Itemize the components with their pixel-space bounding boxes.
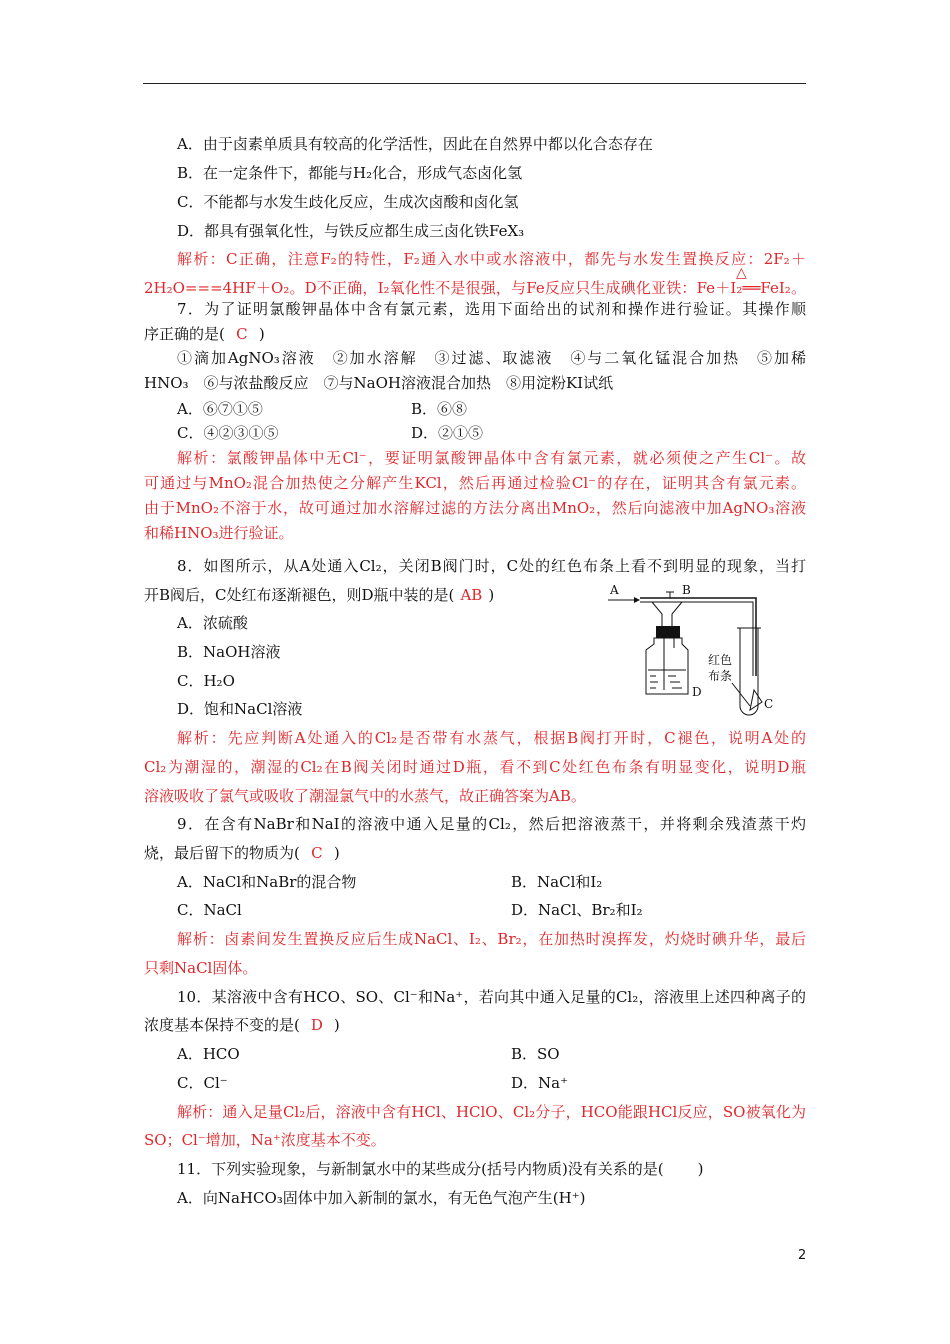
q10-option-d: D．Na⁺ [511, 1074, 569, 1092]
heat-symbol: △ [736, 265, 747, 281]
q6-option-c: C．不能都与水发生歧化反应，生成次卤酸和卤化氢 [177, 193, 519, 211]
q7-analysis-line: 由于MnO₂不溶于水，故可通过加水溶解过滤的方法分离出MnO₂，然后向滤液中加AgNO₃溶液 [144, 499, 806, 517]
q7-stem-close: ) [258, 325, 265, 343]
q10-option-a: A．HCO [177, 1045, 240, 1063]
header-rule [143, 83, 806, 84]
q6-analysis-line: 解析：C正确，注意F₂的特性，F₂通入水中或水溶液中，都先与水发生置换反应：2F₂＋ [177, 250, 806, 268]
q8-option-d: D．饱和NaCl溶液 [177, 700, 303, 718]
q8-stem-close: ) [488, 586, 495, 604]
q8-analysis-line: 溶液吸收了氯气或吸收了潮湿氯气中的水蒸气，故正确答案为AB。 [144, 787, 586, 805]
q9-stem-end [144, 843, 340, 863]
q8-analysis-line: 解析：先应判断A处通入的Cl₂是否带有水蒸气，根据B阀打开时，C褪色，说明A处的 [177, 729, 806, 747]
q10-stem-text: 浓度基本保持不变的是( [144, 1016, 300, 1034]
q10-option-b: B．SO [511, 1045, 560, 1063]
q11-stem-close: ) [697, 1160, 704, 1178]
q10-option-c: C．Cl⁻ [177, 1074, 228, 1092]
page-number: 2 [798, 1248, 807, 1263]
apparatus-diagram [604, 578, 789, 716]
label-c: C [764, 697, 774, 711]
q8-option-c: C．H₂O [177, 672, 235, 690]
q10-answer: D [310, 1016, 323, 1034]
q9-stem: 9．在含有NaBr和NaI的溶液中通入足量的Cl₂，然后把溶液蒸干，并将剩余残渣蒸干灼 [177, 815, 806, 833]
q7-option-a: A．⑥⑦①⑤ [177, 400, 263, 418]
q7-option-c: C．④②③①⑤ [177, 424, 279, 442]
q10-stem: 10．某溶液中含有HCO、SO、Cl⁻和Na⁺，若向其中通入足量的Cl₂，溶液里上述四种离子的 [177, 988, 806, 1006]
q9-stem-close: ) [333, 844, 340, 862]
q6-option-b: B．在一定条件下，都能与H₂化合，形成气态卤化氢 [177, 164, 523, 182]
q8-analysis-line: Cl₂为潮湿的，潮湿的Cl₂在B阀关闭时通过D瓶，看不到C处红色布条有明显变化，说明D瓶 [144, 758, 806, 776]
q9-option-a: A．NaCl和NaBr的混合物 [177, 873, 357, 891]
q7-answer: C [236, 325, 248, 343]
q6-option-a: A．由于卤素单质具有较高的化学活性，因此在自然界中都以化合态存在 [177, 135, 653, 153]
q10-analysis-line: SO；Cl⁻增加，Na⁺浓度基本不变。 [144, 1131, 386, 1149]
q7-analysis-line: 可通过与MnO₂混合加热使之分解产生KCl，然后再通过检验Cl⁻的存在，证明其含有氯元素。 [144, 474, 806, 492]
q7-steps: HNO₃ ⑥与浓盐酸反应 ⑦与NaOH溶液混合加热 ⑧用淀粉KI试纸 [144, 374, 614, 392]
q7-analysis-line: 解析：氯酸钾晶体中无Cl⁻，要证明氯酸钾晶体中含有氯元素，就必须使之产生Cl⁻。故 [177, 449, 806, 467]
q6-analysis-line: 2H₂O===4HF＋O₂。D不正确，I₂氧化性不是很强，与Fe反应只生成碘化亚铁：Fe＋I₂══FeI₂。 [144, 279, 806, 297]
q7-stem-text: 序正确的是( [144, 325, 225, 343]
q11-stem-text: 11．下列实验现象，与新制氯水中的某些成分(括号内物质)没有关系的是( [177, 1160, 664, 1178]
q6-option-d: D．都具有强氧化性，与铁反应都生成三卤化铁FeX₃ [177, 222, 525, 240]
label-cloth-strip: 布条 [708, 669, 733, 683]
q7-stem-end [144, 324, 265, 344]
q7-analysis-line: 和稀HNO₃进行验证。 [144, 524, 294, 542]
q7-option-d: D．②①⑤ [411, 424, 484, 442]
q9-stem-text: 烧，最后留下的物质为( [144, 844, 300, 862]
q9-analysis-line: 解析：卤素间发生置换反应后生成NaCl、I₂、Br₂，在加热时溴挥发，灼烧时碘升华，最后 [177, 930, 806, 948]
q9-analysis-line: 只剩NaCl固体。 [144, 959, 258, 977]
q8-stem-end [144, 585, 494, 605]
label-d: D [692, 685, 702, 699]
q11-stem [177, 1159, 704, 1179]
q11-option-a: A．向NaHCO₃固体中加入新制的氯水，有无色气泡产生(H⁺) [177, 1189, 586, 1207]
label-a: A [610, 583, 619, 597]
q7-stem: 7．为了证明氯酸钾晶体中含有氯元素，选用下面给出的试剂和操作进行验证。其操作顺 [177, 300, 806, 318]
q8-option-a: A．浓硫酸 [177, 614, 248, 632]
label-red-cloth: 红色 [708, 653, 733, 667]
q9-option-c: C．NaCl [177, 901, 242, 919]
q7-option-b: B．⑥⑧ [411, 400, 468, 418]
q8-option-b: B．NaOH溶液 [177, 643, 281, 661]
q9-option-b: B．NaCl和I₂ [511, 873, 603, 891]
q10-stem-close: ) [333, 1016, 340, 1034]
q8-answer: AB [460, 586, 483, 604]
q9-option-d: D．NaCl、Br₂和I₂ [511, 901, 643, 919]
label-b: B [682, 583, 691, 597]
q8-stem-text: 开B阀后，C处红布逐渐褪色，则D瓶中装的是( [144, 586, 455, 604]
q9-answer: C [311, 844, 323, 862]
q7-steps: ①滴加AgNO₃溶液 ②加水溶解 ③过滤、取滤液 ④与二氧化锰混合加热 ⑤加稀 [177, 349, 806, 367]
q10-analysis-line: 解析：通入足量Cl₂后，溶液中含有HCl、HClO、Cl₂分子，HCO能跟HCl反应，SO被氧化为 [177, 1103, 806, 1121]
q8-stem: 8．如图所示，从A处通入Cl₂，关闭B阀门时，C处的红色布条上看不到明显的现象，当打 [177, 557, 806, 575]
q10-stem-end [144, 1015, 340, 1035]
